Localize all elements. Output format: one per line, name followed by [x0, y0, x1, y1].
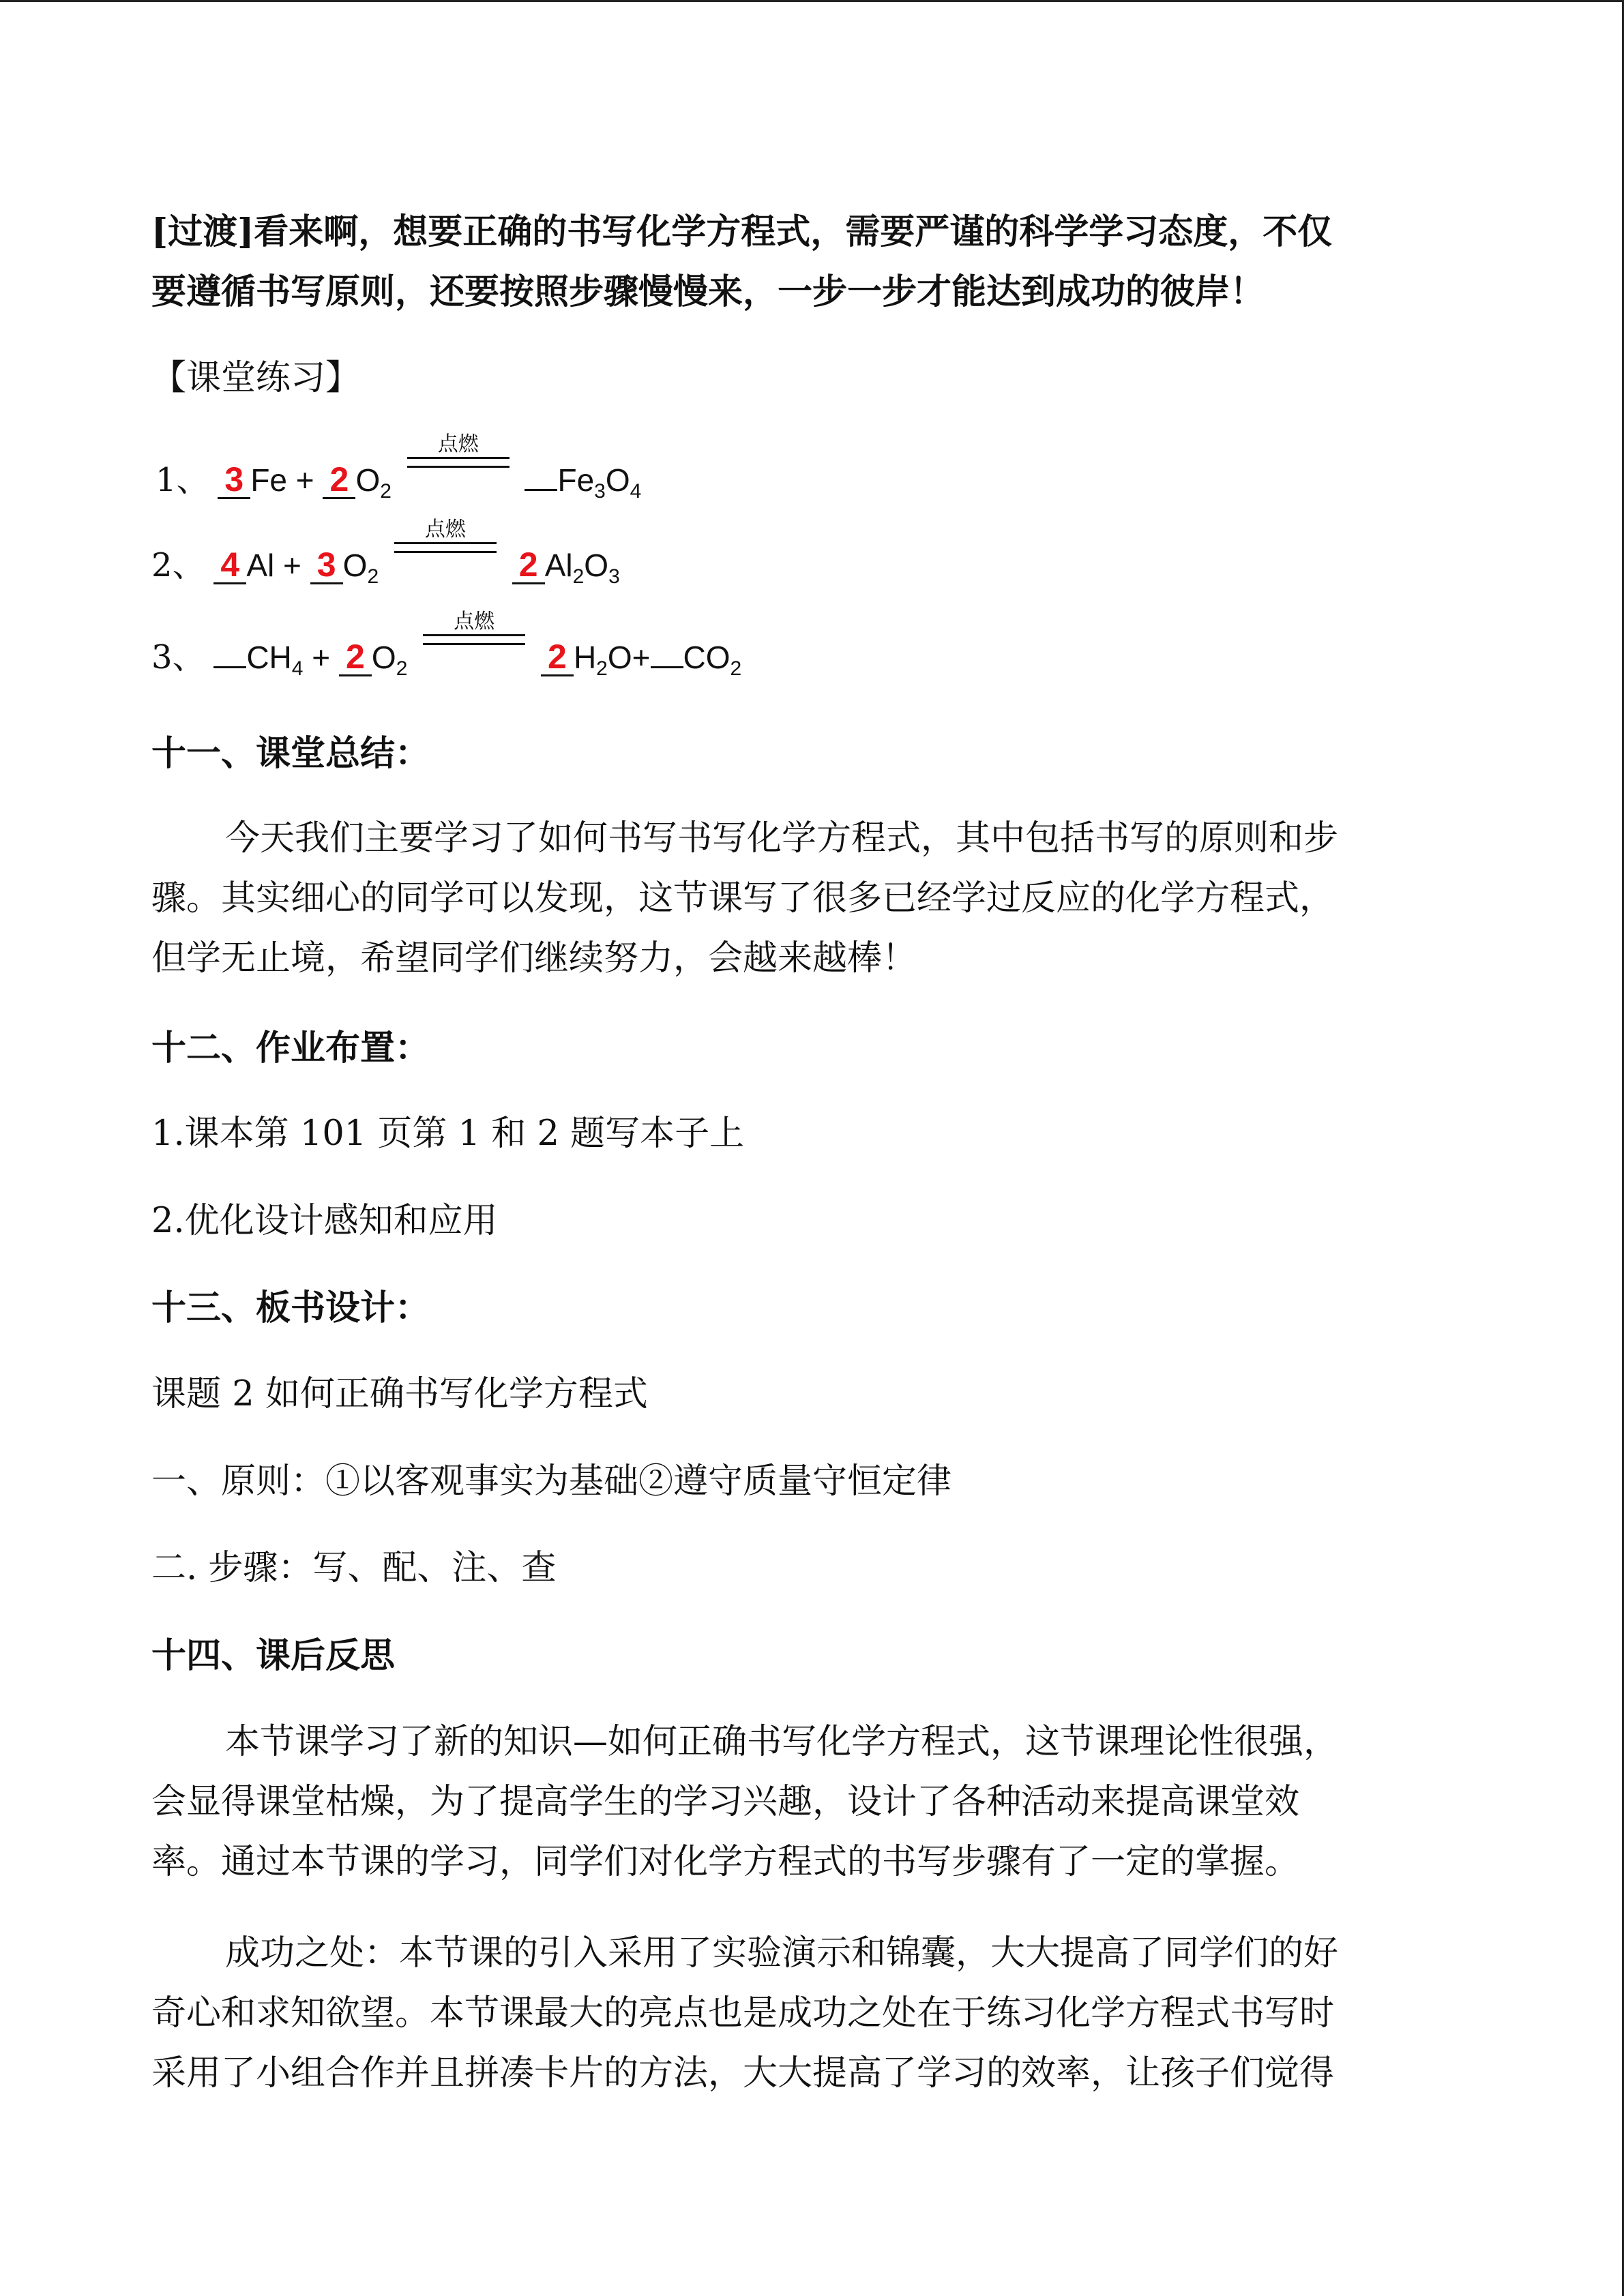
equals-arrow: [423, 634, 525, 645]
homework-item-1: 1.课本第 101 页第 1 和 2 题写本子上: [151, 1114, 745, 1154]
reflection-heading: 十四、课后反思: [151, 1635, 396, 1676]
formula: O: [355, 462, 381, 498]
coefficient-blank: 2: [512, 547, 545, 584]
coefficient-blank: 3: [218, 462, 250, 499]
formula: CH: [246, 640, 292, 675]
summary-paragraph-line: 但学无止境，希望同学们继续努力，会越来越棒！: [151, 938, 917, 979]
equation-index: 3、: [151, 638, 205, 676]
reflection-paragraph-line: 率。通过本节课的学习，同学们对化学方程式的书写步骤有了一定的掌握。: [151, 1842, 1300, 1882]
equals-arrow: [407, 457, 510, 468]
reaction-condition: [394, 518, 497, 576]
subscript: 2: [367, 565, 379, 588]
equation-index: 2、: [151, 546, 205, 584]
subscript: 2: [380, 480, 392, 503]
equation-3: [151, 610, 742, 702]
subscript: 2: [396, 657, 408, 680]
condition-text: 点燃: [454, 610, 495, 633]
subscript: 2: [596, 657, 608, 680]
board-principle: 一、原则：①以客观事实为基础②遵守质量守恒定律: [151, 1461, 952, 1502]
formula: O: [584, 548, 609, 583]
formula: CO: [683, 640, 730, 675]
coefficient-blank: 3: [310, 547, 343, 584]
subscript: 2: [730, 657, 742, 680]
summary-paragraph-line: 骤。其实细心的同学可以发现，这节课写了很多已经学过反应的化学方程式，: [151, 878, 1335, 919]
equation-index: 1、: [156, 461, 209, 499]
reaction-condition: [407, 432, 510, 491]
summary-heading: 十一、课堂总结：: [151, 733, 430, 774]
coefficient-blank: [213, 666, 246, 668]
transition-line-1: [过渡]看来啊，想要正确的书写化学方程式，需要严谨的科学学习态度，不仅: [151, 211, 1333, 252]
formula: O: [605, 462, 630, 498]
transition-line-2: 要遵循书写原则，还要按照步骤慢慢来，一步一步才能达到成功的彼岸！: [151, 271, 1265, 312]
board-title: 课题 2 如何正确书写化学方程式: [151, 1374, 648, 1414]
board-steps: 二. 步骤：写、配、注、查: [151, 1548, 557, 1588]
plus-sign: +: [312, 640, 331, 675]
coefficient-blank: 2: [323, 462, 355, 499]
condition-text: 点燃: [424, 518, 466, 541]
formula: Fe: [557, 462, 595, 498]
plus-sign: +: [295, 462, 314, 498]
coefficient-blank: 2: [541, 639, 574, 676]
homework-heading: 十二、作业布置：: [151, 1028, 430, 1069]
board-heading: 十三、板书设计：: [151, 1287, 430, 1328]
equals-arrow: [394, 542, 497, 553]
reaction-condition: [423, 610, 525, 668]
formula: H: [573, 640, 597, 675]
reflection-paragraph-line: 奇心和求知欲望。本节课最大的亮点也是成功之处在于练习化学方程式书写时: [151, 1993, 1335, 2033]
coefficient-blank: [525, 489, 557, 491]
subscript: 4: [291, 657, 304, 680]
coefficient-blank: 2: [339, 639, 372, 676]
formula: Al: [544, 548, 573, 583]
reflection-paragraph-line: 成功之处：本节课的引入采用了实验演示和锦囊，大大提高了同学们的好: [225, 1933, 1339, 1973]
homework-item-2: 2.优化设计感知和应用: [151, 1201, 498, 1241]
coefficient-blank: [651, 666, 683, 668]
reflection-paragraph-line: 本节课学习了新的知识—如何正确书写化学方程式，这节课理论性很强，: [225, 1722, 1339, 1762]
subscript: 3: [608, 565, 620, 588]
top-border: [0, 0, 1624, 2]
plus-sign: +: [283, 548, 301, 583]
subscript: 2: [572, 565, 585, 588]
formula: Fe: [250, 462, 288, 498]
reflection-paragraph-line: 会显得课堂枯燥，为了提高学生的学习兴趣，设计了各种活动来提高课堂效: [151, 1782, 1300, 1822]
practice-title: 【课堂练习】: [151, 358, 361, 398]
condition-text: 点燃: [437, 432, 479, 456]
subscript: 3: [594, 480, 606, 503]
formula: O+: [607, 640, 651, 675]
reflection-paragraph-line: 采用了小组合作并且拼凑卡片的方法，大大提高了学习的效率，让孩子们觉得: [151, 2053, 1335, 2093]
formula: O: [371, 640, 396, 675]
subscript: 4: [630, 480, 642, 503]
formula: O: [342, 548, 368, 583]
summary-paragraph-line: 今天我们主要学习了如何书写书写化学方程式，其中包括书写的原则和步: [225, 818, 1339, 859]
coefficient-blank: 4: [213, 547, 246, 584]
equation-2: [151, 518, 620, 610]
formula: Al: [246, 548, 275, 583]
